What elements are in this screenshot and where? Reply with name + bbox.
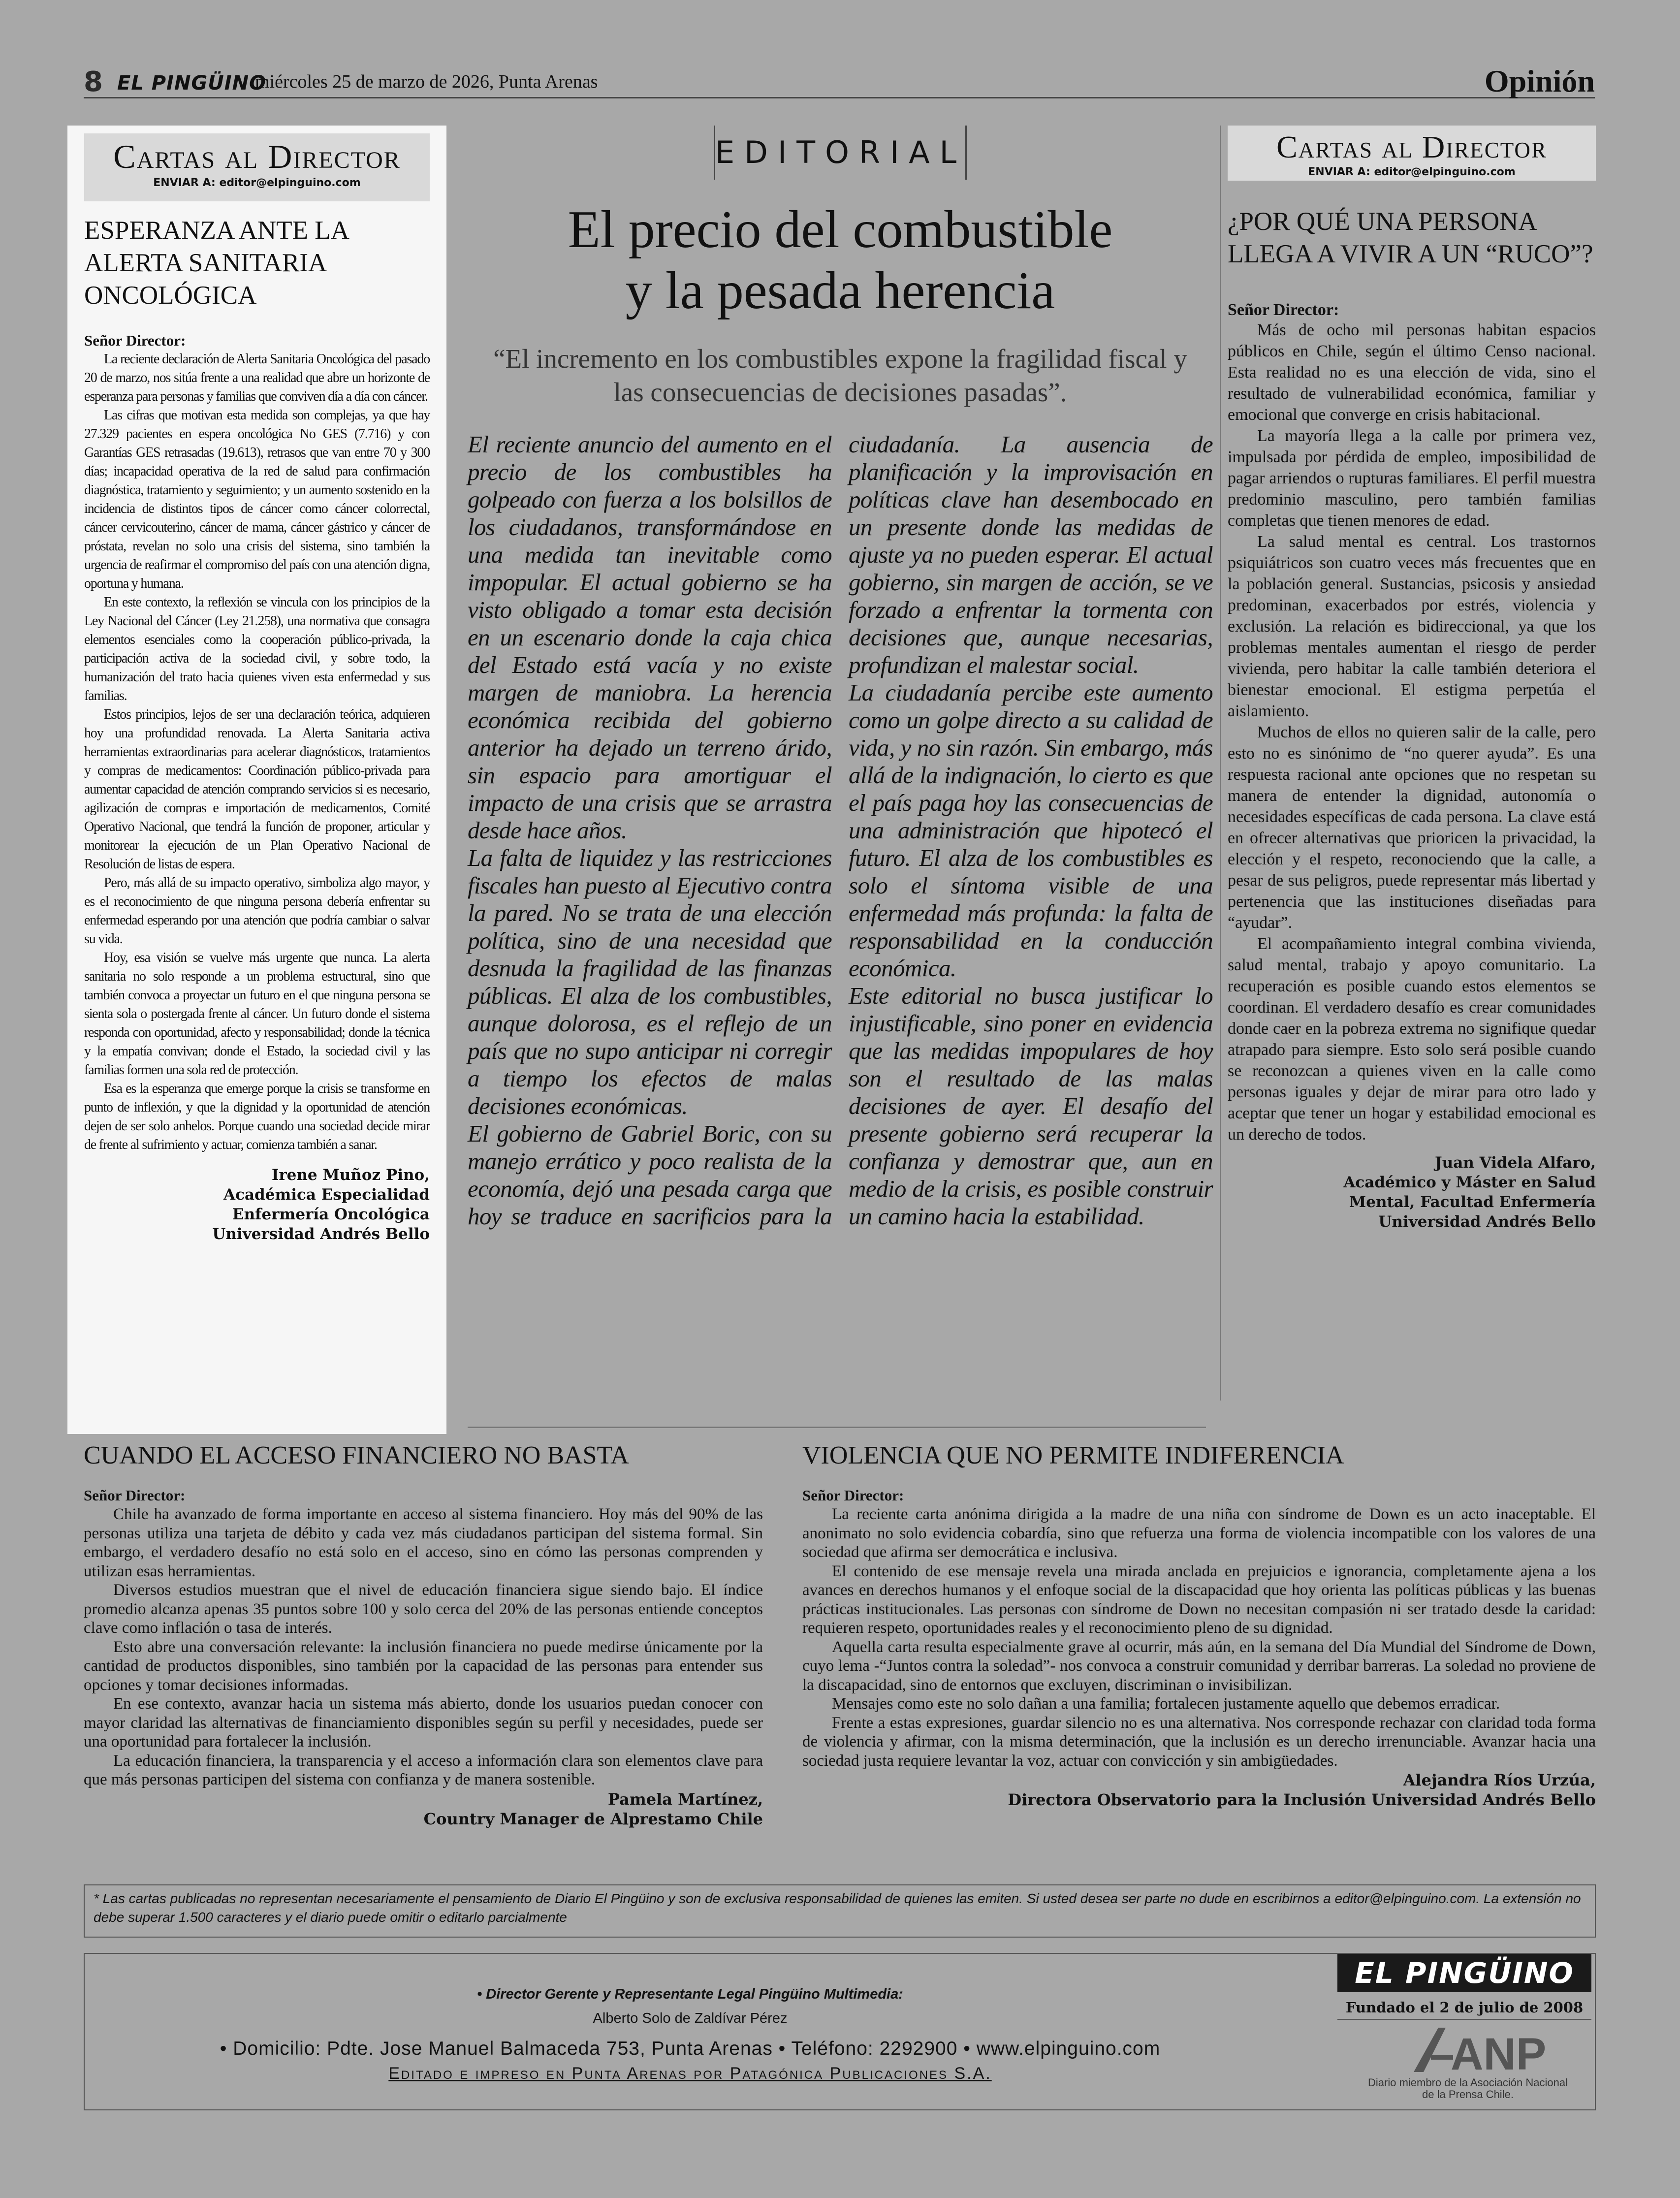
anp-logo-text: ANP	[1451, 2029, 1547, 2079]
signature-line: Irene Muñoz Pino,	[271, 1166, 430, 1184]
letter-paragraph: Aquella carta resulta especialmente grave al ocurrir, más aún, en la semana del Día Mundial del Síndrome de Down, cuyo lema -“Juntos contra la soledad”- nos convoca a construir comunidad y derribar barreras. La soledad no proviene de la discapacidad, sino de entornos que excluyen, discriminan o invisibilizan.	[802, 1638, 1596, 1694]
signature-line: Enfermería Oncológica	[232, 1206, 430, 1223]
signature-line: Country Manager de Alprestamo Chile	[423, 1809, 763, 1828]
signature-line: Universidad Andrés Bello	[212, 1225, 430, 1243]
letter-headline: ESPERANZA ANTE LA ALERTA SANITARIA ONCOLÓGICA	[84, 216, 348, 310]
footer-director-name: Alberto Solo de Zaldívar Pérez	[593, 2010, 788, 2026]
letter-paragraph: Esa es la esperanza que emerge porque la crisis se transforme en punto de inflexión, y que la dignidad y la oportunidad de atención dejen de ser solo anhelos. Porque cuando una sociedad decide mirar de frente al sufrimiento y actuar, comienza también a sanar.	[84, 1081, 430, 1152]
letter-body	[84, 350, 430, 1154]
editorial-title-line: y la pesada herencia	[625, 261, 1055, 320]
letter-paragraph: La mayoría llega a la calle por primera vez, impulsada por pérdida de empleo, imposibilidad de pagar arriendos o rupturas familiares. El perfil muestra predominio masculino, pero también familias completas que tienen menores de edad.	[1228, 427, 1596, 530]
brand-logo: EL PINGÜINO	[117, 72, 267, 95]
letter-headline: CUANDO EL ACCESO FINANCIERO NO BASTA	[84, 1441, 629, 1469]
footer-director-title: • Director Gerente y Representante Legal Pingüino Multimedia:	[477, 1986, 903, 2002]
editorial-paragraph: Este editorial no busca justificar lo injustificable, sino poner en evidencia que las medidas impopulares de hoy son el resultado de las malas decisiones de ayer. El desafío del presente gobierno será recuperar la confianza y demostrar que, aun en medio de la crisis, es posible construir un camino hacia la estabilidad.	[849, 982, 1213, 1230]
letter-body	[84, 1505, 763, 1789]
bottom-left-letter	[84, 1440, 763, 1829]
editorial-paragraph: El reciente anuncio del aumento en el precio de los combustibles ha golpeado con fuerza a los bolsillos de los ciudadanos, transformándose en una medida tan inevitable como impopular. El actual gobierno se ha visto obligado a tomar esta decisión en un escenario donde la caja chica del Estado está vacía y no existe margen de maniobra. La herencia económica recibida del gobierno anterior ha dejado un terreno árido, sin espacio para amortiguar el impacto de una crisis que se arrastra desde hace años.	[468, 431, 832, 844]
bottom-right-letter	[802, 1440, 1596, 1810]
letter-signature	[802, 1770, 1596, 1810]
letter-paragraph: El acompañamiento integral combina vivienda, salud mental, trabajo y apoyo comunitario. La recuperación es posible cuando estos elementos se coordinan. El verdadero desafío es crear comunidades donde caer en la pobreza extrema no signifique quedar atrapado para siempre. Esto solo será posible cuando se reconozcan a quienes viven en la calle como personas iguales y dejar de mirar para otro lado y aceptar que tener un hogar y estabilidad emocional es un derecho de todos.	[1228, 935, 1596, 1144]
letters-email: ENVIAR A: editor@elpinguino.com	[153, 177, 361, 189]
letter-signature	[1228, 1153, 1596, 1232]
signature-line: Mental, Facultad Enfermería	[1349, 1193, 1596, 1211]
letter-paragraph: Muchos de ellos no quieren salir de la calle, pero esto no es sinónimo de “no querer ayuda”. Es una respuesta racional ante opciones que no respetan su manera de entender la dignidad, autonomía o necesidades específicas de cada persona. La clave está en ofrecer alternativas que prioricen la privacidad, la elección y el respeto, reconociendo que la calle, a pesar de sus peligros, puede representar más libertad y pertenencia que las instituciones diseñadas para “ayudar”.	[1228, 723, 1596, 932]
letter-paragraph: En este contexto, la reflexión se vincula con los principios de la Ley Nacional del Cáncer (Ley 21.258), una normativa que consagra elementos esenciales como la cooperación público-privada, la participación activa de la sociedad civil, y sobre todo, la humanización del trato hacia quienes viven esta enfermedad y sus familias.	[84, 595, 430, 703]
editorial-label: EDITORIAL	[715, 134, 967, 170]
disclaimer-box	[84, 1884, 1596, 1938]
anp-logo-icon	[1404, 2023, 1547, 2079]
editorial-paragraph: El gobierno de Gabriel Boric, con su manejo errático y poco realista de la economía, dejó una pesada carga que hoy se traduce en sacrificios para la ciudadanía. La ausencia de planificación y la improvisación en políticas clave han desembocado en un presente donde las medidas de ajuste ya no pueden esperar. El actual gobierno, sin margen de acción, se ve forzado a enfrentar la tormenta con decisiones que, aunque necesarias, profundizan el malestar social.	[468, 431, 1213, 1230]
editorial-bottom-rule	[468, 1427, 1206, 1428]
left-letter-column	[67, 126, 446, 1434]
letter-body	[1228, 319, 1596, 1145]
editorial-title-line: El precio del combustible	[568, 200, 1113, 259]
editorial-paragraph: La ciudadanía percibe este aumento como un golpe directo a su calidad de vida, y no sin razón. Sin embargo, más allá de la indignación, lo cierto es que el país paga hoy las consecuencias de una administración que hipotecó el futuro. El alza de los combustibles es solo el síntoma visible de una enfermedad más profunda: la falta de responsabilidad en la conducción económica.	[849, 679, 1213, 982]
letter-signature	[84, 1165, 430, 1244]
letter-paragraph: En ese contexto, avanzar hacia un sistema más abierto, donde los usuarios puedan conocer con mayor claridad las alternativas de financiamiento disponibles según su perfil y necesidades, puede ser una oportunidad para fortalecer la inclusión.	[84, 1695, 763, 1751]
editorial-body	[468, 431, 1213, 1415]
letters-box-header	[1228, 126, 1596, 181]
letter-salutation: Señor Director:	[802, 1487, 904, 1504]
letter-paragraph: Esto abre una conversación relevante: la inclusión financiera no puede medirse únicamente por la cantidad de productos disponibles, sino también por la capacidad de las personas para entender sus opciones y tomar decisiones informadas.	[84, 1638, 763, 1694]
letter-salutation: Señor Director:	[1228, 301, 1339, 319]
letter-paragraph: Pero, más allá de su impacto operativo, simboliza algo mayor, y es el reconocimiento de que ninguna persona debería enfrentar su enfermedad esperando por una atención que podría cambiar o salvar su vida.	[84, 875, 430, 947]
signature-line: Alejandra Ríos Urzúa,	[1403, 1771, 1596, 1789]
letter-signature	[84, 1789, 763, 1829]
letter-paragraph: El contenido de ese mensaje revela una mirada anclada en prejuicios e ignorancia, completamente ajena a los avances en derechos humanos y el enfoque social de la discapacidad que hoy orienta las políticas públicas y las buenas prácticas institucionales. Las personas con síndrome de Down no necesitan compasión ni ser tratado desde la caridad: requieren respeto, oportunidades reales y el reconocimiento pleno de su dignidad.	[802, 1562, 1596, 1637]
footer-brand-logo: EL PINGÜINO	[1337, 1954, 1591, 1992]
editorial-label-box	[714, 126, 967, 180]
editorial-title	[468, 199, 1213, 321]
page-header	[84, 63, 1595, 98]
editorial-pull-quote: “El incremento en los combustibles expone la fragilidad fiscal y las consecuencias de decisiones pasadas”.	[493, 344, 1187, 407]
signature-line: Directora Observatorio para la Inclusión Universidad Andrés Bello	[1008, 1790, 1596, 1809]
letter-salutation: Señor Director:	[84, 332, 186, 349]
letters-box-title: Cartas al Director	[113, 138, 401, 175]
signature-line: Académica Especialidad	[223, 1186, 430, 1204]
letter-paragraph: La educación financiera, la transparencia y el acceso a información clara son elementos clave para que más personas participen del sistema con confianza y de manera sostenible.	[84, 1752, 763, 1788]
letter-paragraph: Estos principios, lejos de ser una declaración teórica, adquieren hoy una profundidad renovada. La Alerta Sanitaria activa herramientas extraordinarias para acelerar diagnósticos, tratamientos y compras de medicamentos: Coordinación público-privada para aumentar capacidad de atención comprando servicios si es necesario, agilización de compras e importación de medicamentos, Comité Operativo Nacional, que tendrá la función de proponer, articular y monitorear la ejecución de un Plan Operativo Nacional de Resolución de listas de espera.	[84, 707, 430, 872]
section-title: Opinión	[1484, 64, 1595, 98]
letter-paragraph: Diversos estudios muestran que el nivel de educación financiera sigue siendo bajo. El índice promedio alcanza apenas 35 puntos sobre 100 y solo cerca del 20% de las personas entiende conceptos clave como inflación o tasa de interés.	[84, 1581, 763, 1637]
editorial-paragraph: La falta de liquidez y las restricciones fiscales han puesto al Ejecutivo contra la pared. No se trata de una elección política, sino de una necesidad que desnuda la fragilidad de las finanzas públicas. El alza de los combustibles, aunque dolorosa, es el reflejo de un país que no supo anticipar ni corregir a tiempo los efectos de malas decisiones económicas.	[468, 844, 832, 1119]
footer-founded: Fundado el 2 de julio de 2008	[1337, 1999, 1591, 2020]
letters-email: ENVIAR A: editor@elpinguino.com	[1308, 166, 1516, 178]
letter-headline: VIOLENCIA QUE NO PERMITE INDIFERENCIA	[802, 1441, 1344, 1469]
letters-box-header	[84, 133, 430, 201]
letter-paragraph: Hoy, esa visión se vuelve más urgente que nunca. La alerta sanitaria no solo responde a un problema estructural, sino que también convoca a proyectar un futuro en el que ninguna persona se sienta sola o postergada frente al cáncer. Un futuro donde el sistema responda con oportunidad, afecto y responsabilidad; donde la técnica y la empatía convivan; donde el Estado, la sociedad civil y las familias formen una sola red de protección.	[84, 950, 430, 1078]
letter-salutation: Señor Director:	[84, 1487, 186, 1504]
editorial	[468, 126, 1213, 1425]
dateline: miércoles 25 de marzo de 2026, Punta Arenas	[255, 71, 598, 92]
letter-paragraph: Frente a estas expresiones, guardar silencio no es una alternativa. Nos corresponde rechazar con claridad toda forma de violencia y afirmar, con la misma determinación, que la inclusión es un derecho irrenunciable. Avanzar hacia una sociedad justa requiere levantar la voz, actuar con convicción y sin ambigüedades.	[802, 1714, 1596, 1770]
column-divider	[1220, 126, 1221, 1401]
footer-association-text: Diario miembro de la Asociación Nacional de la Prensa Chile.	[1368, 2076, 1568, 2101]
letter-body	[802, 1505, 1596, 1770]
letter-paragraph: Las cifras que motivan esta medida son complejas, ya que hay 27.329 pacientes en espera oncológica No GES (7.716) y con Garantías GES retrasadas (19.613), retrasos que van entre 70 y 300 días; incapacidad operativa de la red de salud para confirmación diagnóstica, tratamiento y seguimiento; y un aumento sostenido en la incidencia de distintos tipos de cáncer como cáncer colorrectal, cáncer cervicouterino, cáncer de mama, cáncer gástrico y cáncer de próstata, revelan no solo una crisis del sistema, sino también la urgencia de reafirmar el compromiso del país con una atención digna, oportuna y humana.	[84, 408, 430, 591]
letter-paragraph: Mensajes como este no solo dañan a una familia; fortalecen justamente aquello que debemos erradicar.	[832, 1695, 1500, 1713]
footer-contact: • Domicilio: Pdte. Jose Manuel Balmaceda 753, Punta Arenas • Teléfono: 2292900 • www.elpinguino.com	[220, 2038, 1161, 2059]
signature-line: Académico y Máster en Salud	[1343, 1174, 1596, 1191]
footer-printed: Editado e impreso en Punta Arenas por Patagónica Publicaciones S.A.	[388, 2064, 992, 2083]
letter-paragraph: La reciente declaración de Alerta Sanitaria Oncológica del pasado 20 de marzo, nos sitúa frente a una realidad que abre un horizonte de esperanza para personas y familias que conviven día a día con cáncer.	[84, 351, 430, 404]
letter-headline: ¿POR QUÉ UNA PERSONA LLEGA A VIVIR A UN “RUCO”?	[1228, 207, 1593, 268]
signature-line: Pamela Martínez,	[607, 1789, 763, 1809]
footer	[84, 1953, 1596, 2110]
disclaimer-text: * Las cartas publicadas no representan necesariamente el pensamiento de Diario El Pingüino y son de exclusiva responsabilidad de quienes las emiten. Si usted desea ser parte no dude en escribirnos a editor@elpinguino.com. La extensión no debe superar 1.500 caracteres y el diario puede omitir o editarlo parcialmente	[94, 1891, 1581, 1925]
letter-paragraph: Más de ocho mil personas habitan espacios públicos en Chile, según el último Censo nacional. Esta realidad no es una elección de vida, sino el resultado de vulnerabilidad económica, familiar y emocional que converge en crisis habitacional.	[1228, 321, 1596, 424]
letter-paragraph: La reciente carta anónima dirigida a la madre de una niña con síndrome de Down es un acto inaceptable. El anonimato no solo evidencia cobardía, sino que refuerza una forma de violencia incompatible con los valores de una sociedad que afirma ser democrática e inclusiva.	[802, 1505, 1596, 1561]
signature-line: Juan Videla Alfaro,	[1434, 1154, 1596, 1172]
letter-paragraph: Chile ha avanzado de forma importante en acceso al sistema financiero. Hoy más del 90% de las personas utiliza una tarjeta de débito y cada vez más ciudadanos participan del sistema formal. Sin embargo, el verdadero desafío no está solo en el acceso, sino en cómo las personas comprenden y utilizan esas herramientas.	[84, 1505, 763, 1580]
letter-paragraph: La salud mental es central. Los trastornos psiquiátricos son cuatro veces más frecuentes que en la población general. Sustancias, psicosis y ansiedad predominan, exacerbados por estrés, violencia y exclusión. La relación es bidireccional, ya que los problemas mentales aumentan el riesgo de perder vivienda, pero habitar la calle también deteriora el bienestar emocional. El estigma perpetúa el aislamiento.	[1228, 533, 1596, 720]
signature-line: Universidad Andrés Bello	[1378, 1213, 1596, 1231]
page-number: 8	[84, 66, 103, 98]
right-letter-column	[1228, 126, 1596, 1232]
letters-box-title: Cartas al Director	[1276, 129, 1547, 164]
